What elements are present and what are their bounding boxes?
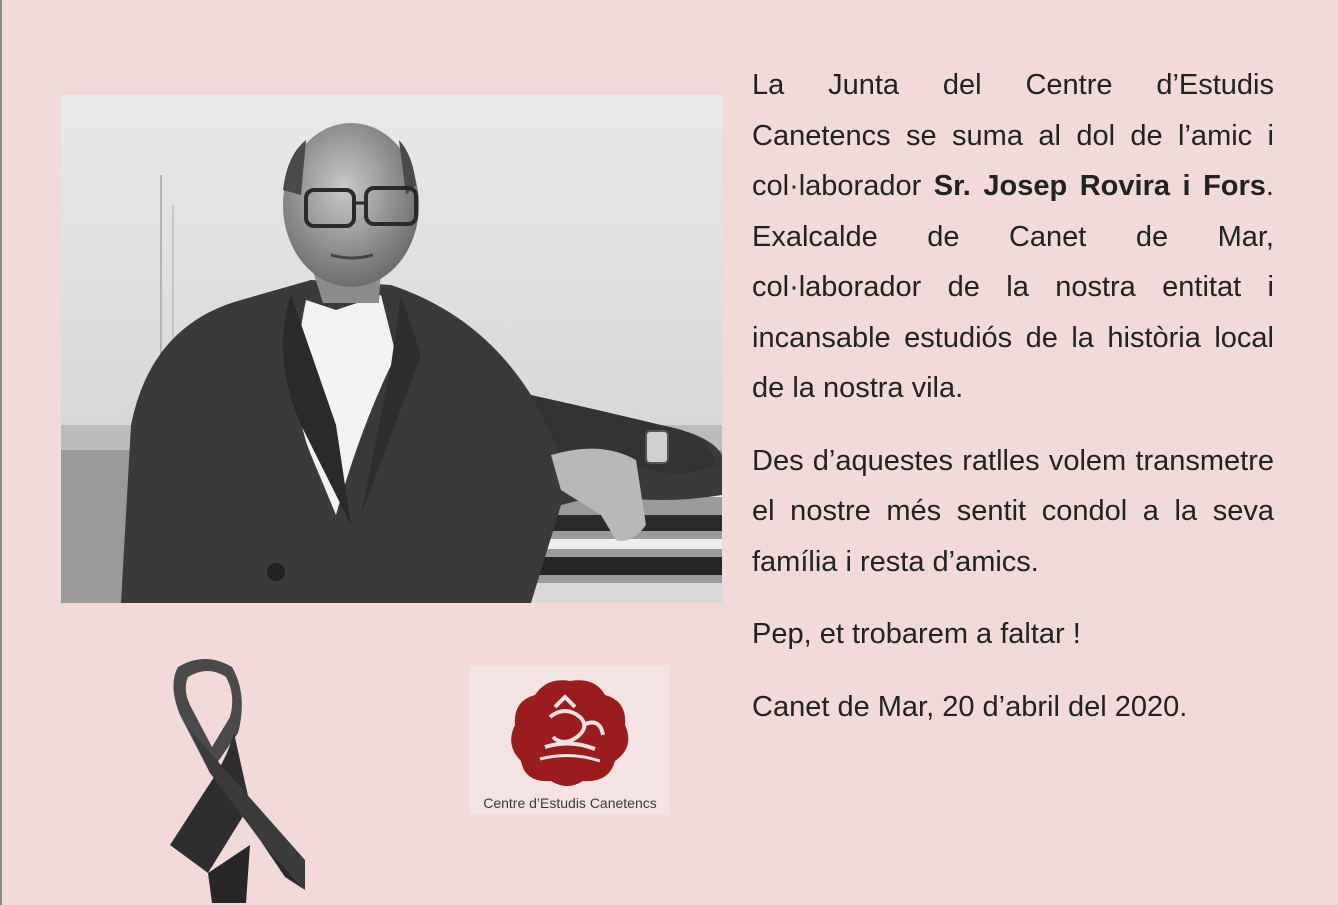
paragraph-farewell: Pep, et trobarem a faltar ! [752, 618, 1081, 650]
paragraph-announcement [752, 60, 1274, 414]
left-border [0, 0, 2, 905]
logo-caption: Centre d’Estudis Canetencs [483, 795, 657, 811]
seal-icon [505, 677, 635, 789]
portrait-photo [61, 95, 722, 603]
mourning-ribbon-icon [150, 655, 320, 903]
paragraph-condolence: Des d’aquestes ratlles volem transmetre el nostre més sentit condol a la seva família i resta d’amics. [752, 444, 1274, 578]
honoree-name: Sr. Josep Rovira i Fors [933, 170, 1266, 202]
announcement-detail: . Exalcalde de Canet de Mar, col·laborador de la nostra entitat i incansable estudiós de la història local de la nostra vila. [752, 170, 1274, 404]
place-date: Canet de Mar, 20 d’abril del 2020. [752, 690, 1188, 723]
announcement-intro: La Junta del Centre d’Estudis Canetencs se suma al dol de l’amic i col·laborador [752, 69, 1274, 202]
condolence-text [752, 60, 1274, 732]
organization-logo [470, 665, 670, 815]
